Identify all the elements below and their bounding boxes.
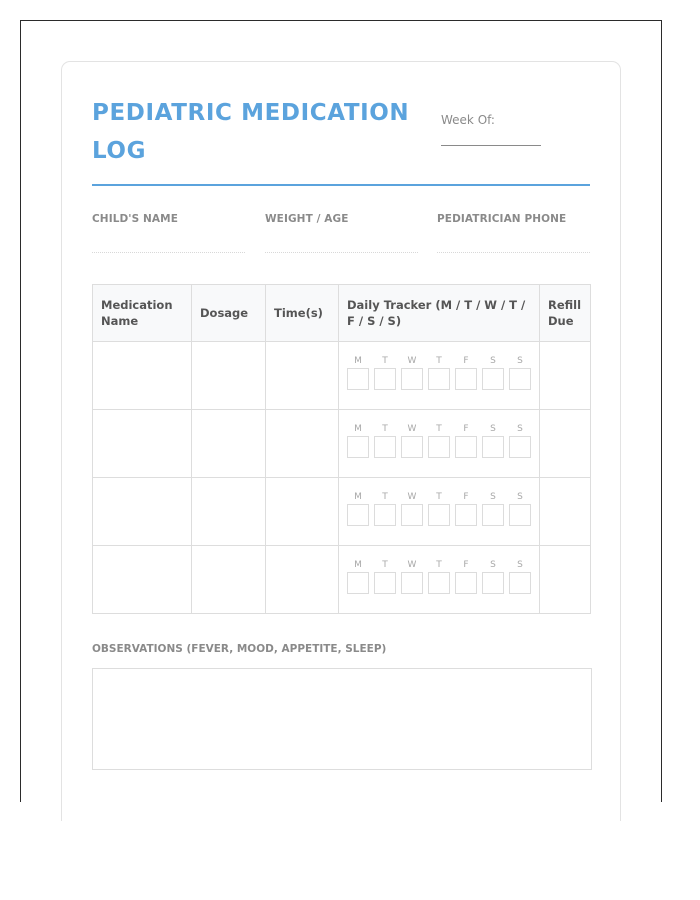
childs-name-input-line[interactable] — [92, 252, 245, 253]
col-header-dosage: Dosage — [192, 285, 266, 342]
day-checkbox[interactable] — [428, 572, 450, 594]
week-of-label: Week Of: — [441, 113, 495, 127]
day-checkbox[interactable] — [482, 504, 504, 526]
day-checkbox[interactable] — [347, 436, 369, 458]
medication-name-cell[interactable] — [93, 478, 192, 546]
day-label: M — [354, 356, 362, 366]
pediatrician-phone-input-line[interactable] — [437, 252, 590, 253]
col-header-times: Time(s) — [266, 285, 339, 342]
day-label: S — [490, 356, 496, 366]
day-labels — [347, 424, 539, 434]
daily-tracker-cell — [339, 478, 540, 546]
day-label: T — [382, 560, 388, 570]
refill-due-cell[interactable] — [540, 478, 591, 546]
day-label: S — [490, 560, 496, 570]
day-label: T — [382, 424, 388, 434]
col-header-daily-tracker: Daily Tracker (M / T / W / T / F / S / S) — [339, 285, 540, 342]
day-checkbox[interactable] — [374, 436, 396, 458]
dosage-cell[interactable] — [192, 546, 266, 614]
times-cell[interactable] — [266, 478, 339, 546]
day-label: T — [382, 492, 388, 502]
weight-age-field[interactable] — [265, 213, 418, 255]
medication-name-cell[interactable] — [93, 410, 192, 478]
day-checkbox[interactable] — [455, 436, 477, 458]
day-checkboxes — [347, 436, 539, 458]
week-of-input-line[interactable] — [441, 145, 541, 146]
day-checkbox[interactable] — [347, 572, 369, 594]
day-label: M — [354, 424, 362, 434]
day-label: W — [407, 356, 417, 366]
daily-tracker-cell — [339, 546, 540, 614]
day-checkbox[interactable] — [455, 572, 477, 594]
form-header — [92, 94, 590, 186]
times-cell[interactable] — [266, 342, 339, 410]
day-checkbox[interactable] — [509, 504, 531, 526]
times-cell[interactable] — [266, 546, 339, 614]
pediatrician-phone-label: PEDIATRICIAN PHONE — [437, 213, 567, 225]
dosage-cell[interactable] — [192, 342, 266, 410]
weight-age-label: WEIGHT / AGE — [265, 213, 349, 225]
day-checkbox[interactable] — [374, 572, 396, 594]
day-checkbox[interactable] — [509, 368, 531, 390]
day-label: S — [490, 492, 496, 502]
table-row — [93, 478, 591, 546]
weight-age-input-line[interactable] — [265, 252, 418, 253]
daily-tracker-cell — [339, 342, 540, 410]
day-label: S — [517, 560, 523, 570]
col-header-medication-name: Medication Name — [93, 285, 192, 342]
table-header-row — [93, 285, 591, 342]
day-checkboxes — [347, 368, 539, 390]
page-title: PEDIATRIC MEDICATION LOG — [92, 100, 410, 164]
day-checkboxes — [347, 572, 539, 594]
childs-name-label: CHILD'S NAME — [92, 213, 178, 225]
day-label: T — [382, 356, 388, 366]
day-checkbox[interactable] — [347, 504, 369, 526]
day-label: S — [490, 424, 496, 434]
dosage-cell[interactable] — [192, 478, 266, 546]
day-checkbox[interactable] — [455, 368, 477, 390]
day-checkbox[interactable] — [509, 436, 531, 458]
day-checkbox[interactable] — [401, 368, 423, 390]
daily-tracker — [339, 342, 539, 409]
table-row — [93, 546, 591, 614]
title-divider — [92, 184, 590, 186]
day-checkbox[interactable] — [482, 368, 504, 390]
dosage-cell[interactable] — [192, 410, 266, 478]
day-checkbox[interactable] — [374, 504, 396, 526]
daily-tracker — [339, 478, 539, 545]
day-checkbox[interactable] — [455, 504, 477, 526]
day-label: T — [436, 560, 442, 570]
daily-tracker — [339, 546, 539, 613]
day-label: W — [407, 492, 417, 502]
medication-name-cell[interactable] — [93, 342, 192, 410]
patient-info-fields — [92, 213, 590, 255]
day-checkbox[interactable] — [482, 436, 504, 458]
table-row — [93, 342, 591, 410]
medication-name-cell[interactable] — [93, 546, 192, 614]
pediatrician-phone-field[interactable] — [437, 213, 590, 255]
observations-label: OBSERVATIONS (FEVER, MOOD, APPETITE, SLEEP) — [92, 643, 387, 655]
day-label: M — [354, 560, 362, 570]
day-checkbox[interactable] — [428, 368, 450, 390]
day-checkbox[interactable] — [428, 504, 450, 526]
day-checkbox[interactable] — [374, 368, 396, 390]
day-label: F — [463, 492, 469, 502]
day-label: W — [407, 560, 417, 570]
day-checkbox[interactable] — [347, 368, 369, 390]
day-label: F — [463, 560, 469, 570]
day-label: T — [436, 492, 442, 502]
table-row — [93, 410, 591, 478]
day-label: F — [463, 424, 469, 434]
day-checkbox[interactable] — [401, 572, 423, 594]
day-labels — [347, 492, 539, 502]
day-label: M — [354, 492, 362, 502]
observations-textarea[interactable] — [92, 668, 592, 770]
day-labels — [347, 560, 539, 570]
medication-log-table — [92, 284, 591, 614]
day-checkbox[interactable] — [428, 436, 450, 458]
day-label: F — [463, 356, 469, 366]
day-label: S — [517, 356, 523, 366]
col-header-refill-due: Refill Due — [540, 285, 591, 342]
daily-tracker — [339, 410, 539, 477]
day-label: W — [407, 424, 417, 434]
day-label: T — [436, 356, 442, 366]
week-of-field[interactable] — [441, 113, 541, 146]
day-label: T — [436, 424, 442, 434]
day-checkbox[interactable] — [509, 572, 531, 594]
childs-name-field[interactable] — [92, 213, 245, 255]
refill-due-cell[interactable] — [540, 546, 591, 614]
day-checkbox[interactable] — [401, 504, 423, 526]
day-labels — [347, 356, 539, 366]
refill-due-cell[interactable] — [540, 342, 591, 410]
day-checkboxes — [347, 504, 539, 526]
day-label: S — [517, 492, 523, 502]
day-checkbox[interactable] — [482, 572, 504, 594]
daily-tracker-cell — [339, 410, 540, 478]
times-cell[interactable] — [266, 410, 339, 478]
refill-due-cell[interactable] — [540, 410, 591, 478]
day-checkbox[interactable] — [401, 436, 423, 458]
day-label: S — [517, 424, 523, 434]
